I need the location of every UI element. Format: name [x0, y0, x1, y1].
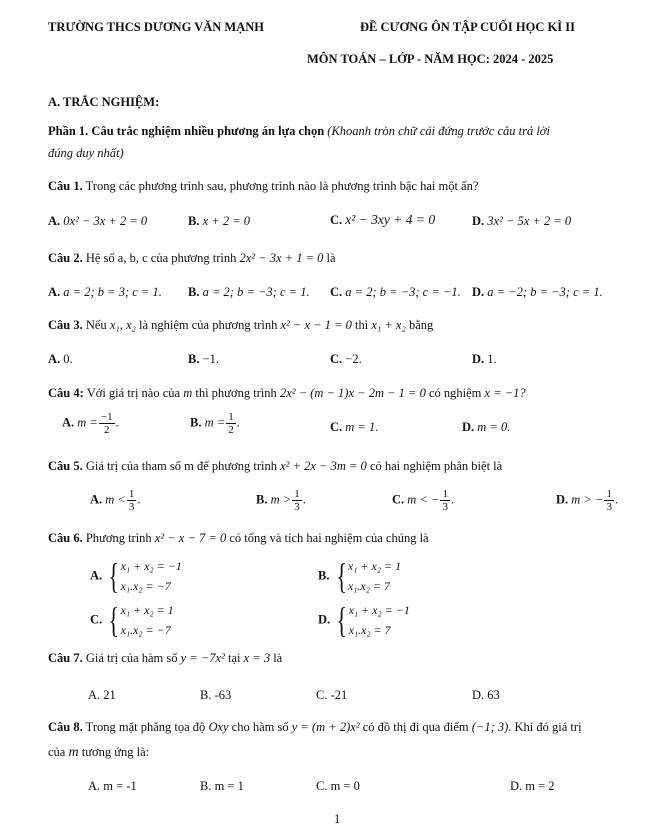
doc-subtitle: MÔN TOÁN – LỚP - NĂM HỌC: 2024 - 2025 — [307, 52, 554, 66]
question-8: Câu 8. Trong mặt phẳng tọa độ Oxy cho hàm số y = (m + 2)x² có đồ thị đi qua điểm (−1; 3). Khi đó giá trị — [48, 720, 582, 734]
q7-option-c[interactable]: C. -21 — [316, 688, 348, 702]
q5-option-d[interactable]: D. m > − $\frac{1}{3}$ . — [556, 488, 619, 513]
q3-option-c[interactable]: C. −2. — [330, 352, 362, 366]
q5-equation: x² + 2x − 3m = 0 — [280, 459, 367, 473]
q8-option-d[interactable]: D. m = 2 — [510, 779, 555, 793]
part1-label: Phần 1. Câu trắc nghiệm nhiều phương án lựa chọn — [48, 124, 325, 138]
q8-label: Câu 8. — [48, 720, 83, 734]
part1-note-2: đúng duy nhất) — [48, 146, 124, 160]
q2-option-a[interactable]: A. a = 2; b = 3; c = 1. — [48, 285, 162, 299]
q4-option-c[interactable]: C. m = 1. — [330, 420, 379, 434]
q3-option-d[interactable]: D. 1. — [472, 352, 497, 366]
question-1 — [48, 179, 478, 194]
q4-equation: 2x² − (m − 1)x − 2m − 1 = 0 — [279, 386, 426, 400]
q5-label: Câu 5. — [48, 459, 83, 473]
q1-option-b[interactable]: B. x + 2 = 0 — [188, 214, 251, 228]
q2-label: Câu 2. — [48, 251, 83, 265]
q7-option-b[interactable]: B. -63 — [200, 688, 232, 702]
question-3: Câu 3. Nếu x₁, x₂ là nghiệm của phương trình x² − x − 1 = 0 thì x₁ + x₂ bằng — [48, 318, 434, 332]
part1-heading — [48, 124, 550, 139]
q3-option-a[interactable]: A. 0. — [48, 352, 73, 366]
doc-title: ĐỀ CƯƠNG ÔN TẬP CUỐI HỌC KÌ II — [360, 20, 575, 34]
q8-option-a[interactable]: A. m = -1 — [88, 779, 137, 793]
part1-note-1: (Khoanh tròn chữ cái đứng trước câu trả lời — [327, 124, 550, 138]
q1-label: Câu 1. — [48, 179, 83, 193]
q2-option-c[interactable]: C. a = 2; b = −3; c = −1. — [330, 285, 461, 299]
page-number: 1 — [334, 812, 341, 826]
question-6: Câu 6. Phương trình x² − x − 7 = 0 có tổng và tích hai nghiệm của chúng là — [48, 531, 429, 545]
q2-equation: 2x² − 3x + 1 = 0 — [239, 251, 324, 265]
q3-label: Câu 3. — [48, 318, 83, 332]
q1-text: Trong các phương trình sau, phương trình nào là phương trình bậc hai một ẩn? — [85, 179, 479, 193]
section-heading: A. TRẮC NGHIỆM: — [48, 95, 160, 109]
q6-label: Câu 6. — [48, 531, 83, 545]
q5-option-c[interactable]: C. m < − $\frac{1}{3}$ . — [392, 488, 455, 513]
q6-option-d[interactable]: D. { x₁ + x₂ = −1 x₁.x₂ = 7 — [318, 600, 410, 640]
q1-option-c[interactable]: C. x² − 3xy + 4 = 0 — [330, 212, 436, 227]
question-7: Câu 7. Giá trị của hàm số y = −7x² tại x = 3 là — [48, 651, 283, 665]
q6-equation: x² − x − 7 = 0 — [154, 531, 227, 545]
q5-option-a[interactable]: A. m < $\frac{1}{3}$ . — [90, 488, 141, 513]
q8-option-c[interactable]: C. m = 0 — [316, 779, 360, 793]
q1-option-a[interactable]: A. 0x² − 3x + 2 = 0 — [48, 214, 148, 228]
q6-option-a[interactable]: A. { x₁ + x₂ = −1 x₁.x₂ = −7 — [90, 556, 182, 596]
q4-a-fraction: $\frac{-1}{2}$ — [100, 411, 113, 436]
q8-line-2: của m tương ứng là: — [48, 745, 150, 760]
school-name: TRƯỜNG THCS DƯƠNG VĂN MẠNH — [48, 20, 264, 34]
q4-option-a[interactable]: A. m = $\frac{-1}{2}$ . — [62, 411, 119, 436]
q5-option-b[interactable]: B. m > $\frac{1}{3}$ . — [256, 488, 306, 513]
q4-option-d[interactable]: D. m = 0. — [462, 420, 511, 434]
q2-option-d[interactable]: D. a = −2; b = −3; c = 1. — [472, 285, 603, 299]
q7-label: Câu 7. — [48, 651, 83, 665]
q4-b-fraction: $\frac{1}{2}$ — [228, 411, 234, 436]
q7-option-a[interactable]: A. 21 — [88, 688, 116, 702]
q8-option-b[interactable]: B. m = 1 — [200, 779, 244, 793]
question-5: Câu 5. Giá trị của tham số m để phương trình x² + 2x − 3m = 0 có hai nghiệm phân biệt là — [48, 459, 503, 473]
q3-equation: x² − x − 1 = 0 — [280, 318, 352, 332]
q2-option-b[interactable]: B. a = 2; b = −3; c = 1. — [188, 285, 310, 299]
q6-option-c[interactable]: C. { x₁ + x₂ = 1 x₁.x₂ = −7 — [90, 600, 174, 640]
question-4: Câu 4: Với giá trị nào của m thì phương trình 2x² − (m − 1)x − 2m − 1 = 0 có nghiệm x = −1? — [48, 386, 526, 400]
q1-option-d[interactable]: D. 3x² − 5x + 2 = 0 — [472, 214, 572, 228]
q4-label: Câu 4: — [48, 386, 84, 400]
q3-option-b[interactable]: B. −1. — [188, 352, 220, 366]
q6-option-b[interactable]: B. { x₁ + x₂ = 1 x₁.x₂ = 7 — [318, 556, 402, 596]
q7-option-d[interactable]: D. 63 — [472, 688, 500, 702]
q4-option-b[interactable]: B. m = $\frac{1}{2}$ . — [190, 411, 240, 436]
question-2: Câu 2. Hệ số a, b, c của phương trình 2x² − 3x + 1 = 0 là — [48, 251, 336, 265]
